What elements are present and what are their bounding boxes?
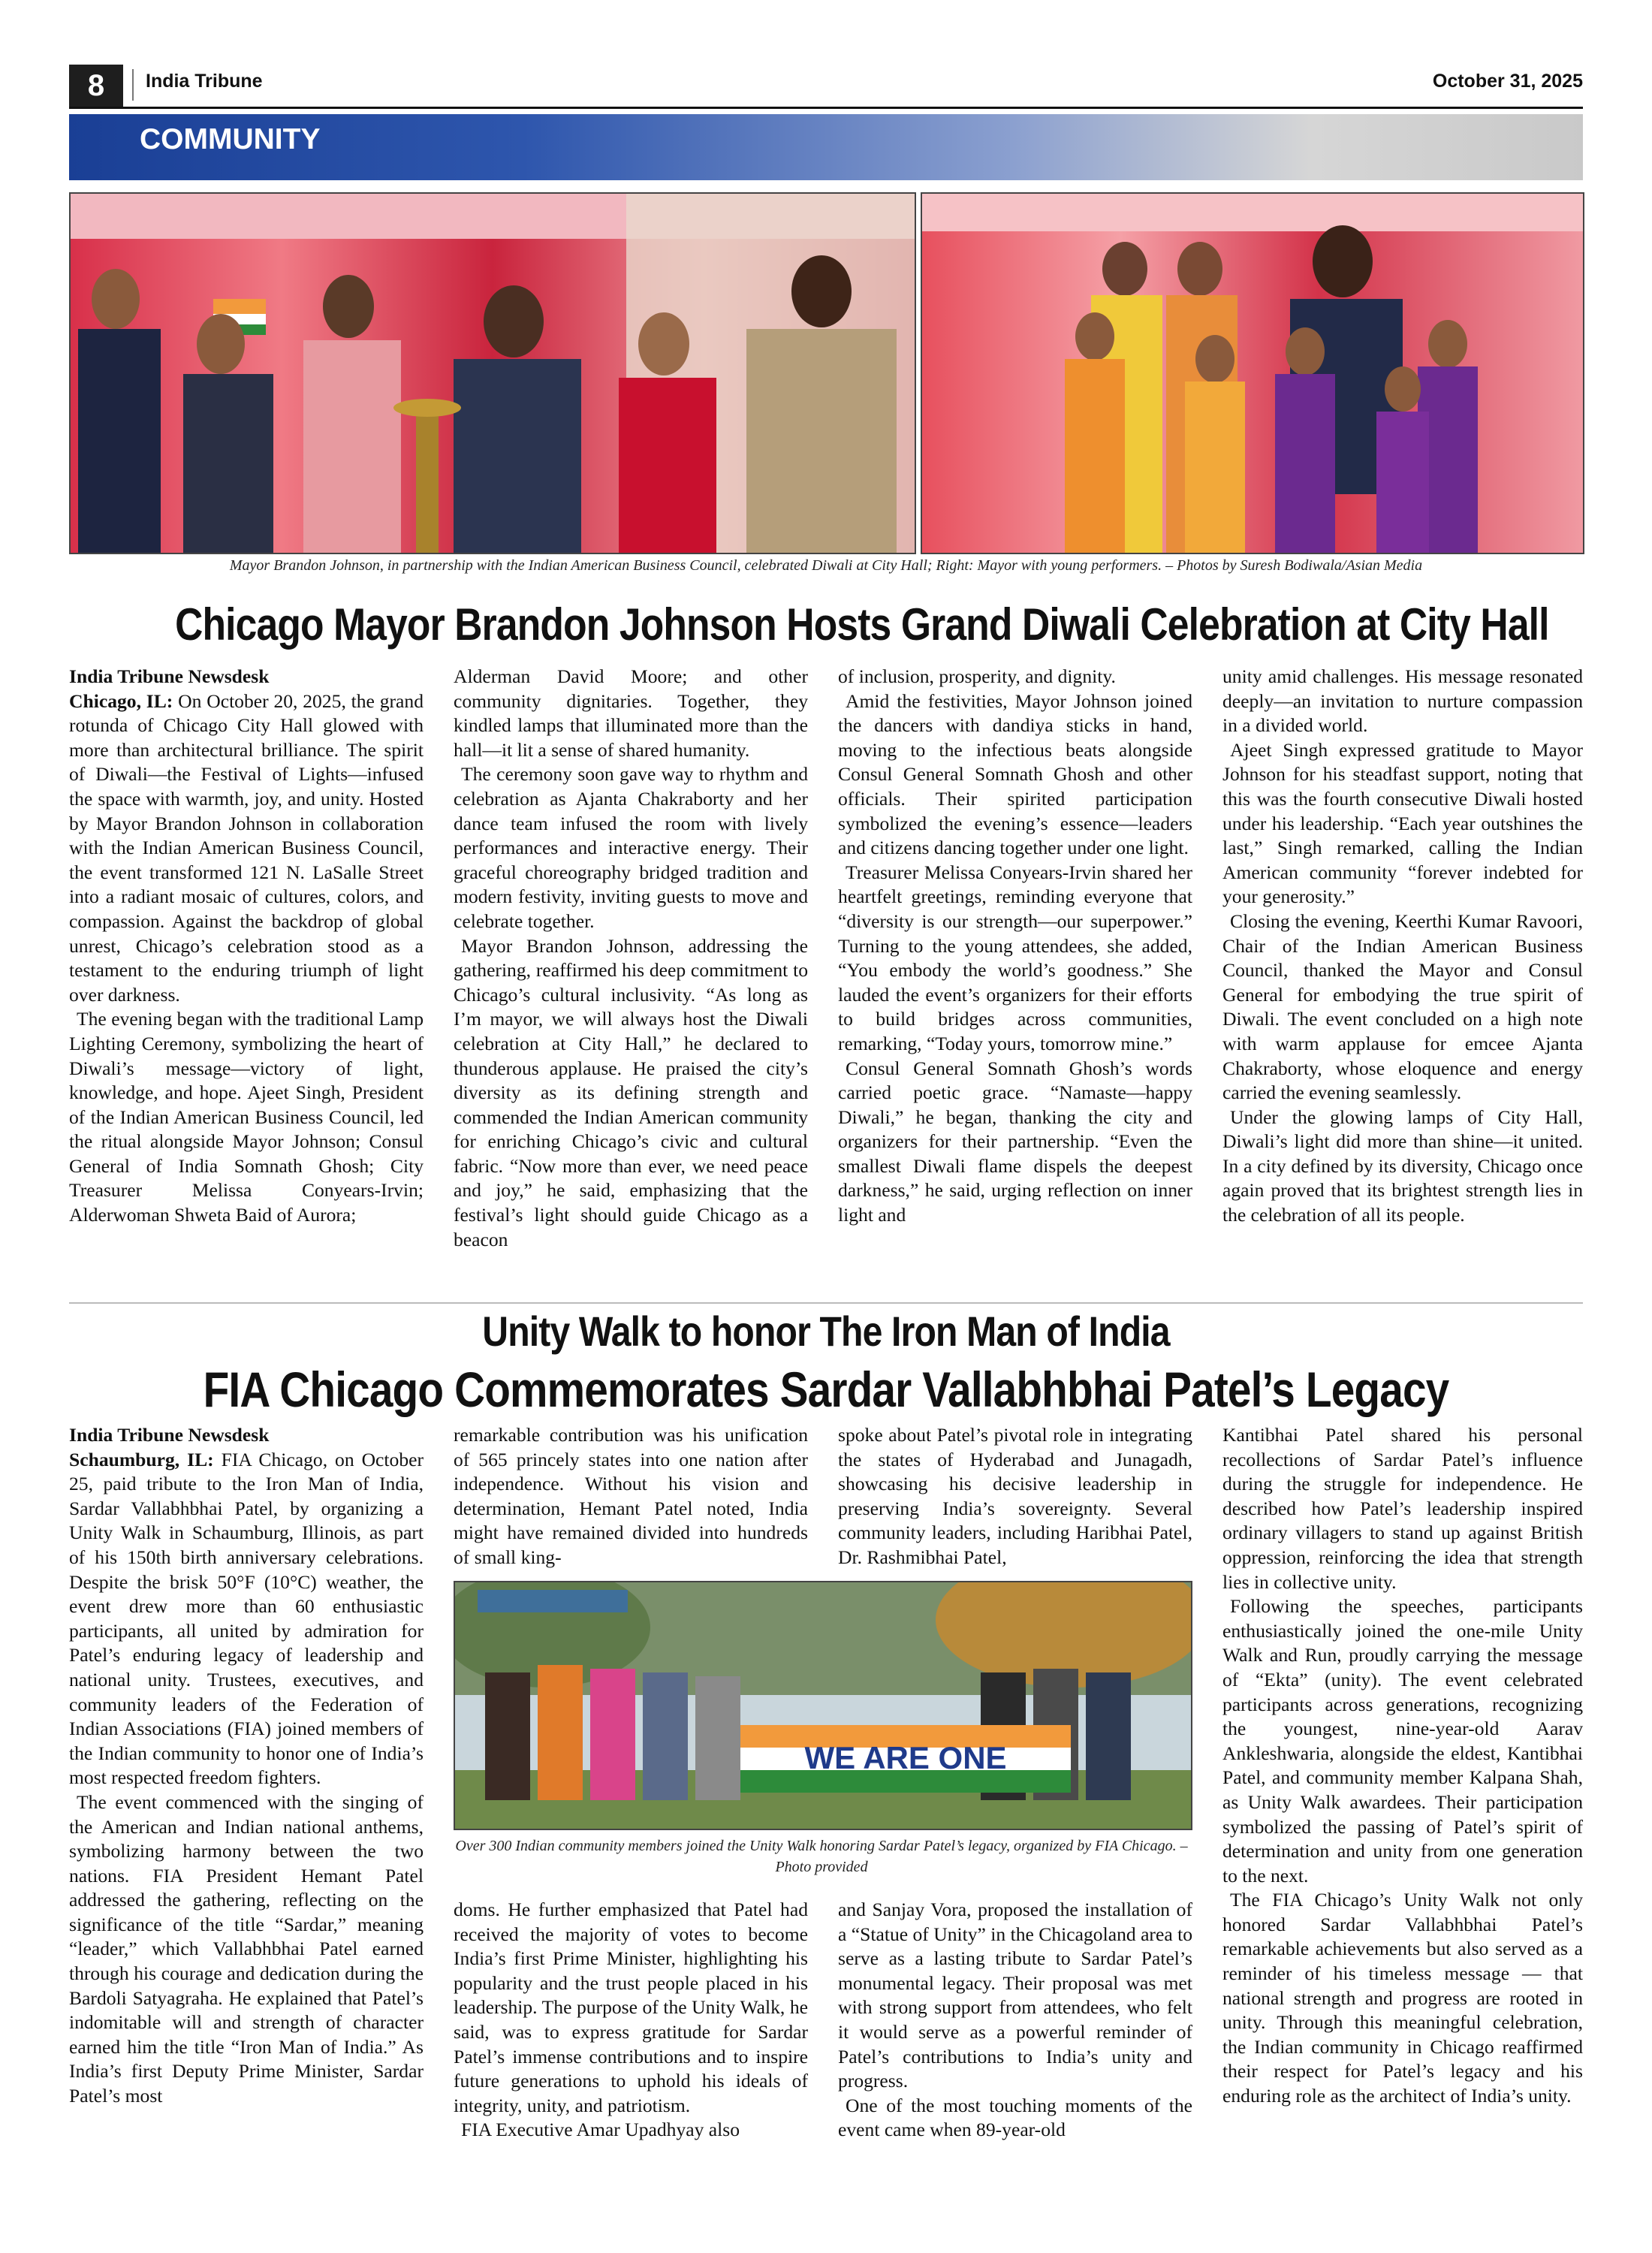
article2-column-2-top <box>454 1423 808 1570</box>
page-number: 8 <box>69 65 123 107</box>
article1-dateline: Chicago, IL: <box>69 689 173 712</box>
article1-paragraph: The ceremony soon gave way to rhythm and celebration as Ajanta Chakraborty and her dance team infused the room with lively performances and interactive energy. Their graceful choreography bridged tradition and modern festivity, inviting guests to move and celebrate together. <box>454 763 808 932</box>
article1-column-1 <box>69 665 424 1228</box>
article2-headline: FIA Chicago Commemorates Sardar Vallabhbhai Patel’s Legacy <box>203 1362 1449 1417</box>
masthead-divider <box>132 69 134 101</box>
article2-kicker: Unity Walk to honor The Iron Man of India <box>482 1307 1170 1355</box>
article2-column-2-bottom <box>454 1898 808 2143</box>
article2-paragraph: Kantibhai Patel shared his personal recollections of Sardar Patel’s influence during the struggle for independence. He described how Patel’s leadership inspired ordinary villagers to stand up against British oppression, reinforcing the idea that strength lies in collective unity. <box>1222 1424 1583 1593</box>
photo-lamp-lighting-image <box>71 194 915 553</box>
article1-paragraph: Consul General Somnath Ghosh’s words carried poetic grace. “Namaste—happy Diwali,” he began, thanking the city and organizers for their partnership. “Even the smallest Diwali flame dispels the deepest darkness,” he said, urging reflection on inner light and <box>838 1057 1192 1226</box>
article2-paragraph: and Sanjay Vora, proposed the installation of a “Statue of Unity” in the Chicagoland area to serve as a lasting tribute to Sardar Patel’s monumental legacy. Their proposal was met with strong support from attendees, who felt it would serve as a powerful reminder of Patel’s contributions to India’s unity and progress. <box>838 1899 1192 2092</box>
article1-paragraph <box>69 689 424 1008</box>
publication-name: India Tribune <box>146 71 263 92</box>
article2-paragraph: The FIA Chicago’s Unity Walk not only honored Sardar Vallabhbhai Patel’s remarkable achievements but also served as a reminder of his timeless message — that national strength and progress are rooted in unity. Through this meaningful celebration, the Indian community in Chicago reaffirmed their respect for Patel’s legacy and his enduring role as the architect of India’s unity. <box>1222 1889 1583 2107</box>
article2-paragraph <box>69 1448 424 1790</box>
article1-column-4 <box>1222 665 1583 1228</box>
article1-column-3 <box>838 665 1192 1228</box>
photo-unity-walk-image <box>455 1582 1191 1829</box>
article2-paragraph: doms. He further emphasized that Patel had received the majority of votes to become India’s first Prime Minister, highlighting his popularity and the trust people placed in his leadership. The purpose of the Unity Walk, he said, was to express gratitude for Sardar Patel’s immense contributions and to inspire future generations to uphold his ideals of integrity, unity, and patriotism. <box>454 1899 808 2116</box>
article1-paragraph: Treasurer Melissa Conyears-Irvin shared her heartfelt greetings, reminding everyone that “diversity is our strength—our superpower.” Turning to the young attendees, she added, “You embody the world’s goodness.” She lauded the event’s organizers for their efforts to build bridges across communities, remarking, “Today yours, tomorrow mine.” <box>838 861 1192 1054</box>
article2-paragraph: One of the most touching moments of the event came when 89-year-old <box>838 2094 1192 2141</box>
article2-byline: India Tribune Newsdesk <box>69 1424 270 1446</box>
article1-lede: On October 20, 2025, the grand rotunda of Chicago City Hall glowed with more than architectural brilliance. The spirit of Diwali—the Festival of Lights—infused the space with warmth, joy, and unity. Hosted by Mayor Brandon Johnson in collaboration with the Indian American Business Council, the event transformed 121 N. LaSalle Street into a radiant mosaic of cultures, colors, and compassion. Against the backdrop of global unrest, Chicago’s celebration stood as a testament to the enduring triumph of light over darkness. <box>69 689 424 1006</box>
top-photos-caption: Mayor Brandon Johnson, in partnership with the Indian American Business Council, celebrated Diwali at City Hall; Right: Mayor with young performers. – Photos by Suresh Bodiwala/Asian Media <box>229 557 1423 574</box>
issue-date: October 31, 2025 <box>1432 71 1583 92</box>
article1-paragraph: Mayor Brandon Johnson, addressing the gathering, reaffirmed his deep commitment to Chicago’s cultural inclusivity. “As long as I’m mayor, we will always host the Diwali celebration at City Hall,” he declared to thunderous applause. He praised the city’s diversity as its defining strength and commended the Indian American community for enriching Chicago’s civic and cultural fabric. “Now more than ever, we need peace and joy,” he said, emphasizing that the festival’s light should guide Chicago as a beacon <box>454 934 808 1250</box>
article1-paragraph: Ajeet Singh expressed gratitude to Mayor Johnson for his steadfast support, noting that this was the fourth consecutive Diwali hosted under his leadership. “Each year outshines the last,” Singh remarked, calling the Indian American community “forever indebted for your generosity.” <box>1222 738 1583 908</box>
article1-paragraph: Closing the evening, Keerthi Kumar Ravoori, Chair of the Indian American Business Council, thanked the Mayor and Consul General for embodying the true spirit of Diwali. The event concluded on a high note with warm applause for emcee Ajanta Chakraborty, whose eloquence and energy carried the evening seamlessly. <box>1222 909 1583 1104</box>
article2-column-1 <box>69 1423 424 2109</box>
masthead-rule <box>69 107 1583 109</box>
article2-paragraph: remarkable contribution was his unification of 565 princely states into one nation after independence. Without his vision and determination, Hemant Patel noted, India might have remained divided into hundreds of small king- <box>454 1424 808 1568</box>
article2-paragraph: The event commenced with the singing of the American and Indian national anthems, symbolizing harmony between the two nations. FIA President Hemant Patel addressed the gathering, reflecting on the significance of the title “Sardar,” meaning “leader,” which Vallabhbhai Patel earned through his courage and dedication during the Bardoli Satyagraha. He explained that Patel’s indomitable will and strength of character earned him the title “Iron Man of India.” As India’s first Deputy Prime Minister, Sardar Patel’s most <box>69 1790 424 2107</box>
article2-paragraph: FIA Executive Amar Upadhyay also <box>461 2119 740 2141</box>
article1-paragraph: of inclusion, prosperity, and dignity. <box>838 665 1116 687</box>
banner-text: WE ARE ONE <box>804 1740 1007 1775</box>
article2-column-4 <box>1222 1423 1583 2109</box>
photo-young-performers <box>921 192 1584 554</box>
photo-young-performers-image <box>922 194 1583 553</box>
photo-lamp-lighting <box>69 192 916 554</box>
we-are-one-banner <box>740 1725 1071 1793</box>
article2-paragraph: Following the speeches, participants enthusiastically joined the one-mile Unity Walk and Run, proudly carrying the message of “Ekta” (unity). The event celebrated participants across generations, recognizing the youngest, nine-year-old Aarav Ankleshwaria, alongside the eldest, Kantibhai Patel, and community member Kalpana Shah, as Unity Walk awardees. Their participation symbolized the passing of Patel’s spirit of determination and unity from one generation to the next. <box>1222 1595 1583 1887</box>
article1-paragraph: The evening began with the traditional Lamp Lighting Ceremony, symbolizing the heart of Diwali’s message—victory of light, knowledge, and hope. Ajeet Singh, President of the Indian American Business Council, led the ritual alongside Mayor Johnson; Consul General of India Somnath Ghosh; City Treasurer Melissa Conyears-Irvin; Alderwoman Shweta Baid of Aurora; <box>69 1008 424 1226</box>
article1-paragraph: Alderman David Moore; and other community dignitaries. Together, they kindled lamps that illuminated more than the hall—it lit a sense of shared humanity. <box>454 665 808 761</box>
article2-dateline: Schaumburg, IL: <box>69 1448 214 1470</box>
article2-paragraph: spoke about Patel’s pivotal role in integrating the states of Hyderabad and Junagadh, showcasing his decisive leadership in preserving India’s sovereignty. Several community leaders, including Haribhai Patel, Dr. Rashmibhai Patel, <box>838 1424 1192 1568</box>
article2-column-3-top <box>838 1423 1192 1570</box>
article1-paragraph: Under the glowing lamps of City Hall, Diwali’s light did more than shine—it united. In a city defined by its diversity, Chicago once again proved that its brightest strength lies in the celebration of all its people. <box>1222 1105 1583 1226</box>
article2-lede: FIA Chicago, on October 25, paid tribute to the Iron Man of India, Sardar Vallabhbhai Patel, by organizing a Unity Walk in Schaumburg, Illinois, as part of his 150th birth anniversary celebrations. Despite the brisk 50°F (10°C) weather, the event drew more than 60 enthusiastic participants, all united by admiration for Patel’s enduring legacy of leadership and national unity. Trustees, executives, and community leaders of the Federation of Indian Associations (FIA) joined members of the Indian community to honor one of India’s most respected freedom fighters. <box>69 1448 424 1789</box>
article-divider <box>69 1302 1583 1304</box>
article1-paragraph: unity amid challenges. His message resonated deeply—an invitation to nurture compassion in a divided world. <box>1222 665 1583 737</box>
article2-column-3-bottom <box>838 1898 1192 2143</box>
article1-byline: India Tribune Newsdesk <box>69 665 270 687</box>
article1-paragraph: Amid the festivities, Mayor Johnson joined the dancers with dandiya sticks in hand, moving to the infectious beats alongside Consul General Somnath Ghosh and other officials. Their spirited participation symbolized the evening’s essence—leaders and citizens dancing together under one light. <box>838 689 1192 859</box>
article1-column-2 <box>454 665 808 1252</box>
article1-headline: Chicago Mayor Brandon Johnson Hosts Grand Diwali Celebration at City Hall <box>175 599 1549 650</box>
unity-walk-caption: Over 300 Indian community members joined the Unity Walk honoring Sardar Patel’s legacy, organized by FIA Chicago. – Photo provided <box>455 1838 1188 1875</box>
photo-unity-walk <box>454 1581 1192 1830</box>
section-label: COMMUNITY <box>140 123 321 155</box>
